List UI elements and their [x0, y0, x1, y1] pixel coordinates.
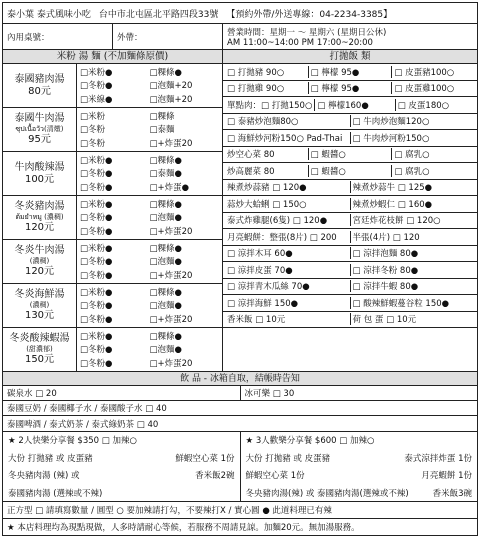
menu-item[interactable]: 香米飯 □ 10元 [227, 315, 286, 326]
soup-name-block [3, 64, 77, 107]
soup-name: 冬炎牛肉湯 [14, 245, 65, 257]
set3-line2r: 月亮蝦餅 1份 [421, 471, 472, 482]
noodle-option[interactable]: □+炸蛋● [149, 183, 190, 194]
set2-title: ★ 2人快樂分享餐 $350 □ 加辣○ [8, 436, 137, 446]
menu-item[interactable]: □ 蝦醬○ [308, 148, 392, 160]
noodle-option[interactable]: □冬粉● [80, 359, 113, 370]
noodle-option[interactable]: □泰麵● [149, 169, 182, 180]
menu-item[interactable]: □ 腐乳○ [391, 148, 475, 160]
menu-item[interactable]: □ 涼拌皮蛋 70● [227, 265, 293, 276]
soup-price: 150元 [24, 353, 55, 365]
soup-sub: (甜濃郁) [26, 345, 53, 354]
noodle-option[interactable]: □粿條● [149, 287, 182, 298]
soup-item [3, 284, 222, 328]
soup-sub: ซุปเนื้อวัว(清燉) [15, 125, 64, 134]
soup-options [77, 240, 222, 283]
noodle-option[interactable]: □泡麵● [149, 213, 182, 224]
drink-item[interactable]: 泰國啤酒 / 泰式奶茶 / 泰式綠奶茶 □ 40 [7, 419, 159, 430]
soup-name-block [3, 328, 77, 371]
header-bar [2, 2, 478, 24]
set2-line3: 泰國豬肉湯 (選辣或不辣) [8, 488, 103, 499]
set2-line1r: 鮮蝦空心菜 1份 [175, 453, 235, 464]
menu-item[interactable]: □ 牛肉炒河粉150○ [350, 132, 476, 144]
noodle-option[interactable]: □冬粉● [80, 81, 113, 92]
noodle-option[interactable]: □粿條● [149, 243, 182, 254]
noodle-option[interactable]: □粿條● [149, 67, 182, 78]
menu-item[interactable]: 荷 包 蛋 □ 10元 [350, 313, 476, 325]
table-label: 內用桌號： [7, 32, 50, 43]
drink-row [3, 401, 477, 416]
soup-section-title: 米粉 湯 麵 (不加麵條原價) [3, 50, 222, 64]
set3-line3: 冬央豬肉湯(辣) 或 泰國豬肉湯(選辣或不辣) [245, 488, 409, 499]
soup-item [3, 328, 222, 371]
soup-options [77, 108, 222, 151]
noodle-option[interactable]: □粿條 [149, 111, 175, 122]
menu-item[interactable]: □ 檸檬160● [314, 99, 394, 111]
noodle-option[interactable]: □冬粉● [80, 213, 113, 224]
soup-name: 泰國牛肉湯 [14, 113, 65, 125]
noodle-option[interactable]: □+炸蛋20 [149, 271, 193, 282]
soup-sub: ต้มยำหมู (濃稠) [15, 213, 64, 222]
soup-options [77, 152, 222, 195]
drink-row [3, 416, 477, 431]
soup-name-block [3, 152, 77, 195]
noodle-option[interactable]: □米粉● [80, 243, 113, 254]
rice-section [223, 50, 477, 371]
menu-item[interactable]: 炒高麗菜 80 [227, 166, 275, 177]
menu-item[interactable]: 半張(4片) □ 120 [350, 231, 476, 243]
set3-line2: 鮮蝦空心菜 1份 [245, 471, 305, 482]
set2-line1: 大份 打拋豬 或 皮蛋豬 [8, 453, 93, 464]
noodle-option[interactable]: □米粉● [80, 287, 113, 298]
noodle-option[interactable]: □冬粉 [80, 125, 106, 136]
menu-item[interactable]: □ 涼拌牛蝦 80● [350, 280, 476, 292]
soup-name-block [3, 108, 77, 151]
soup-price: 120元 [24, 221, 55, 233]
noodle-option[interactable]: □粿條● [149, 199, 182, 210]
soup-name: 泰國豬肉湯 [14, 73, 65, 85]
rice-row [223, 262, 477, 279]
soup-sub: (濃稠) [29, 301, 50, 310]
menu-item[interactable]: □ 皮蛋180○ [395, 99, 475, 111]
rice-row [223, 64, 477, 81]
note: ★ 本店料理均為現點現做，人多時請耐心等候，若服務不周請見諒。加麵20元。無加湯服務。 [2, 519, 478, 536]
soup-sub: (濃稠) [29, 257, 50, 266]
menu-item[interactable]: □ 涼拌冬粉 80● [350, 264, 476, 276]
menu-item[interactable]: □ 腐乳○ [391, 165, 475, 177]
menu-item[interactable]: □ 牛肉炒泡麵120○ [350, 115, 476, 127]
soup-item [3, 108, 222, 152]
noodle-option[interactable]: □米粉● [80, 67, 113, 78]
noodle-option[interactable]: □泡麵● [149, 345, 182, 356]
noodle-option[interactable]: □粿條● [149, 331, 182, 342]
shop-name: 泰小葉 泰式風味小吃 [7, 9, 91, 20]
noodle-option[interactable]: □泡麵● [149, 257, 182, 268]
set3-line1: 大份 打拋豬 或 皮蛋豬 [245, 453, 331, 464]
soup-options [77, 196, 222, 239]
legend: 正方型 □ 請填寫數量 / 圓型 ○ 要加辣請打勾，不要辣打X / 實心圓 ● 此道料理已有辣 [2, 502, 478, 519]
soup-options [77, 328, 222, 371]
set3-line3r: 香米飯3碗 [432, 488, 472, 499]
menu-item[interactable]: 辣煮炒蒜牛 □ 125● [350, 181, 476, 193]
shop-address: 台中市北屯區北平路四段33號 [98, 9, 219, 20]
soup-name-block [3, 240, 77, 283]
rice-row [223, 147, 477, 164]
soup-name: 冬炎海鮮湯 [14, 289, 65, 301]
noodle-option[interactable]: □冬粉● [80, 227, 113, 238]
menu-item[interactable]: □ 檸檬 95● [308, 82, 392, 94]
menu-item[interactable]: □ 皮蛋雞100○ [391, 82, 475, 94]
noodle-option[interactable]: □米粉● [80, 331, 113, 342]
menu-item[interactable]: 蒜炒大蛤蜊 □ 150○ [227, 199, 307, 210]
soup-price: 100元 [24, 173, 55, 185]
am-hours: AM 11:00~14:00 [227, 37, 299, 48]
rice-row [223, 97, 477, 114]
soup-name: 牛肉酸辣湯 [14, 161, 65, 173]
drinks-section [2, 372, 478, 432]
noodle-option[interactable]: □冬粉 [80, 139, 106, 150]
rice-row [223, 81, 477, 98]
menu-item[interactable]: □ 海鮮炒河粉150○ Pad-Thai [227, 133, 343, 144]
menu-item[interactable]: □ 酸辣鮮蝦蔓谷粒 150● [350, 297, 476, 309]
soup-item [3, 240, 222, 284]
rice-row [223, 130, 477, 147]
rice-row [223, 163, 477, 180]
soup-section [3, 50, 223, 371]
rice-row [223, 312, 477, 329]
soup-price: 80元 [28, 85, 51, 97]
set2-line2r: 香米飯2碗 [195, 471, 235, 482]
noodle-option[interactable]: □+炸蛋20 [149, 315, 193, 326]
menu-item[interactable]: □ 涼拌海鮮 150● [227, 298, 299, 309]
noodle-option[interactable]: □米線● [80, 95, 113, 106]
soup-name-block [3, 196, 77, 239]
set3-line1r: 泰式涼拌炸蛋 1份 [404, 453, 472, 464]
noodle-option[interactable]: □粿條● [149, 155, 182, 166]
soup-name: 冬炎酸辣蝦湯 [9, 333, 70, 345]
set-meals [2, 432, 478, 502]
menu-item[interactable]: □ 涼拌青木瓜絲 70● [227, 282, 310, 293]
rice-row [223, 180, 477, 197]
menu-item[interactable]: □ 打拋雞 90○ [227, 84, 285, 95]
takeout-label: 外帶： [117, 32, 143, 43]
noodle-option[interactable]: □冬粉● [80, 301, 113, 312]
drink-item[interactable]: 泰國豆奶 / 泰國椰子水 / 泰國酸子水 □ 40 [7, 404, 167, 414]
noodle-option[interactable]: □冬粉● [80, 271, 113, 282]
noodle-option[interactable]: □冬粉● [80, 183, 113, 194]
rice-row [223, 196, 477, 213]
rice-section-title: 打拋飯 類 [223, 50, 477, 64]
soup-options [77, 64, 222, 107]
set-2-person[interactable] [3, 432, 240, 501]
noodle-option[interactable]: □泡麵● [149, 301, 182, 312]
menu-item[interactable]: □ 皮蛋豬100○ [391, 66, 475, 78]
rice-row [223, 213, 477, 230]
rice-row [223, 246, 477, 263]
noodle-option[interactable]: □泡麵+20 [149, 81, 193, 92]
noodle-option[interactable]: □冬粉● [80, 169, 113, 180]
menu-item[interactable]: 月亮蝦餅：整張(8片) □ 200 [227, 232, 337, 243]
rice-row [223, 279, 477, 296]
menu-item[interactable]: 泰式炸雞腿(6隻) □ 120● [227, 216, 328, 227]
menu-item[interactable]: □ 涼拌木耳 60● [227, 249, 293, 260]
rice-row [223, 114, 477, 131]
soup-name: 冬炎豬肉湯 [14, 201, 65, 213]
menu-item[interactable]: 辣煮炒蒜豬 □ 120● [227, 183, 307, 194]
drinks-title: 飲 品 - 冰箱自取，結帳時告知 [3, 372, 477, 386]
noodle-option[interactable]: □+炸蛋20 [149, 139, 193, 150]
noodle-option[interactable]: □冬粉● [80, 315, 113, 326]
soup-item [3, 64, 222, 108]
soup-price: 95元 [28, 133, 51, 145]
noodle-option[interactable]: □冬粉● [80, 345, 113, 356]
soup-price: 120元 [24, 265, 55, 277]
menu-item[interactable]: 炒空心菜 80 [227, 150, 275, 161]
noodle-option[interactable]: □+炸蛋20 [149, 227, 193, 238]
soup-item [3, 196, 222, 240]
days: 星期一 ～ 星期六 (星期日公休) [269, 27, 387, 38]
noodle-option[interactable]: □米粉 [80, 111, 106, 122]
drink-row [3, 386, 477, 401]
menu-item[interactable]: □ 涼拌泡麵 80● [350, 247, 476, 259]
noodle-option[interactable]: □泡麵+20 [149, 95, 193, 106]
info-bar [2, 24, 478, 50]
noodle-option[interactable]: □冬粉● [80, 257, 113, 268]
noodle-option[interactable]: □+炸蛋20 [149, 359, 193, 370]
noodle-option[interactable]: □泰麵 [149, 125, 175, 136]
noodle-option[interactable]: □米粉● [80, 199, 113, 210]
hours-label: 營業時間： [227, 27, 270, 38]
menu-item[interactable]: □ 打拋豬 90○ [227, 67, 285, 78]
soup-options [77, 284, 222, 327]
set3-title: ★ 3人歡樂分享餐 $600 □ 加辣○ [245, 436, 375, 446]
pm-hours: PM 17:00~20:00 [301, 37, 373, 48]
noodle-option[interactable]: □米粉● [80, 155, 113, 166]
menu-item[interactable]: □ 檸檬 95● [308, 66, 392, 78]
soup-item [3, 152, 222, 196]
menu-item[interactable]: □ 蝦醬○ [308, 165, 392, 177]
soup-name-block [3, 284, 77, 327]
set-3-person[interactable] [240, 432, 478, 501]
menu-sheet [2, 2, 478, 533]
rice-row [223, 295, 477, 312]
drink-item[interactable]: 冰可樂 □ 30 [240, 386, 478, 400]
set2-line2: 冬央豬肉湯 (辣) 或 [8, 471, 80, 482]
menu-item[interactable]: 宮廷炸花枝餅 □ 120○ [350, 214, 476, 226]
menu-item[interactable]: 辣煮炒蝦仁 □ 160● [350, 198, 476, 210]
menu-item[interactable]: □ 泰豬炒泡麵80○ [227, 117, 299, 128]
soup-price: 130元 [24, 309, 55, 321]
rice-row [223, 229, 477, 246]
drink-item[interactable]: 碳泉水 □ 20 [7, 389, 57, 399]
phone-label: 【預約外帶/外送專線：04-2234-3385】 [226, 9, 393, 20]
menu-item[interactable]: 單點肉：□ 打拋150○ [227, 100, 313, 111]
